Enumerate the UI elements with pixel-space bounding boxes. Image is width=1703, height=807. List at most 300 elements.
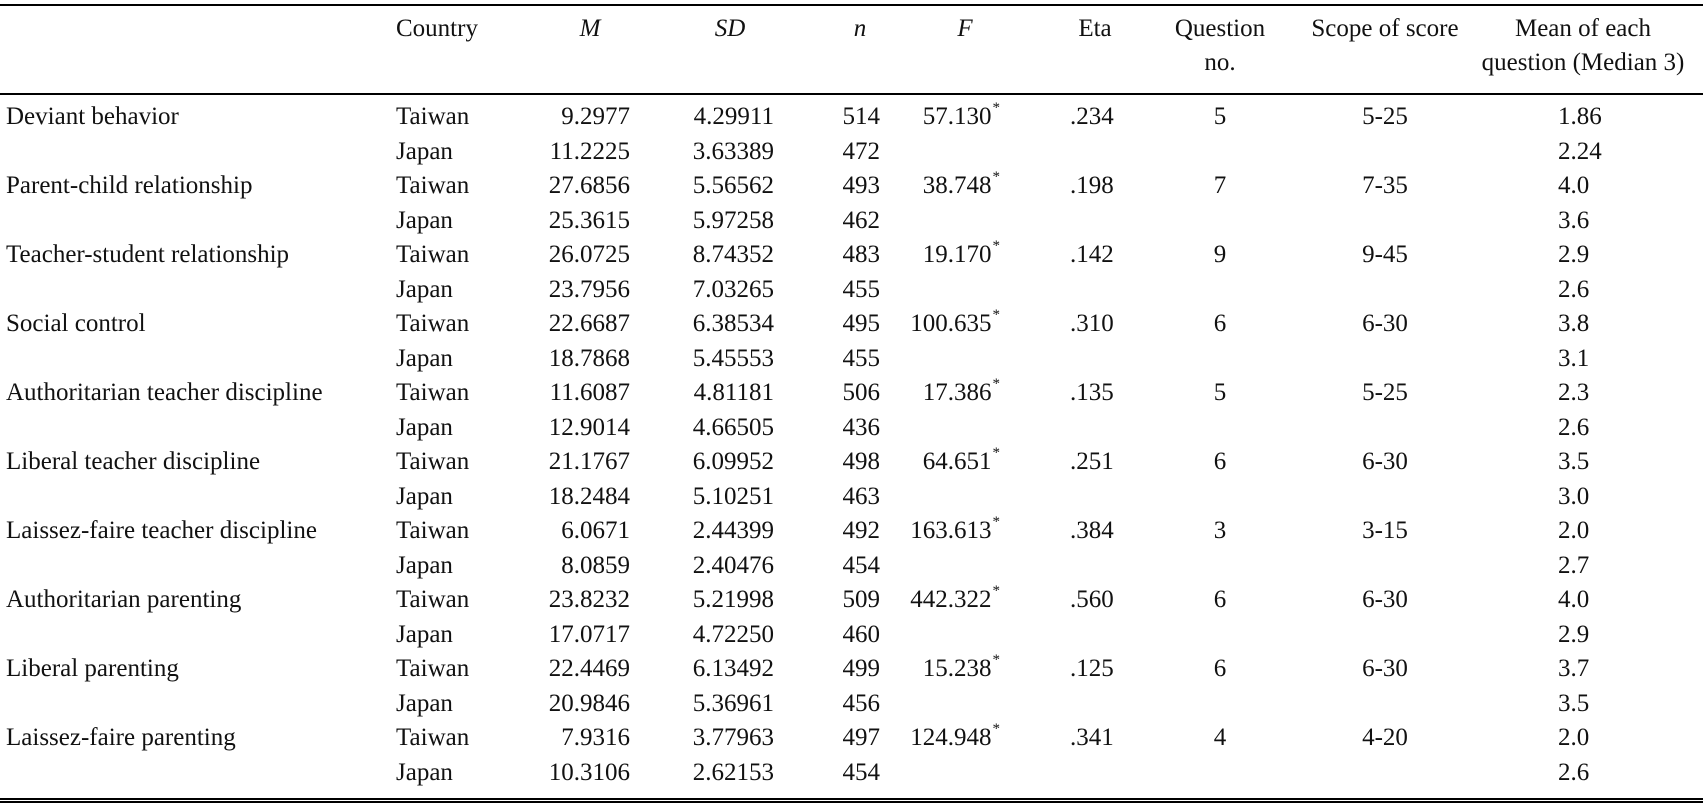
header-mean-each-line2: question (Median 3): [1481, 49, 1685, 76]
cell-country-text: Taiwan: [396, 724, 470, 751]
cell-country: [396, 169, 469, 203]
cell-country: [396, 583, 469, 617]
cell-f: [880, 652, 1000, 686]
table-row: [0, 100, 1703, 134]
table-row: [0, 342, 1703, 376]
table-row: [0, 135, 1703, 169]
cell-sd: [660, 445, 774, 479]
cell-mean-each-text: 2.9: [1558, 620, 1590, 648]
cell-variable-text: Authoritarian parenting: [6, 586, 242, 613]
cell-scope: [1335, 652, 1435, 686]
cell-question-no-text: 9: [1213, 241, 1227, 268]
cell-n: [820, 549, 880, 583]
cell-country-text: Japan: [396, 689, 453, 717]
cell-question-no-text: 6: [1213, 448, 1227, 475]
cell-n-text: 514: [842, 103, 880, 130]
cell-variable: [6, 721, 236, 755]
cell-country-text: Taiwan: [396, 655, 470, 682]
cell-mean-each: [1558, 411, 1589, 445]
significance-marker: *: [992, 376, 1000, 392]
cell-mean-each: [1558, 204, 1589, 238]
cell-n: [820, 756, 880, 790]
table-row: [0, 756, 1703, 790]
cell-f: [880, 169, 1000, 203]
table-row: [0, 687, 1703, 721]
cell-sd: [660, 480, 774, 514]
header-f: F: [957, 15, 973, 42]
cell-sd-text: 2.62153: [692, 758, 774, 786]
cell-sd: [660, 376, 774, 410]
header-eta: Eta: [1078, 15, 1112, 42]
cell-sd: [660, 238, 774, 272]
header-question-no: [1160, 12, 1280, 80]
cell-scope-text: 6-30: [1362, 586, 1408, 613]
cell-variable: [6, 445, 260, 479]
cell-mean-text: 7.9316: [561, 724, 630, 751]
cell-mean-text: 17.0717: [548, 620, 630, 648]
cell-n: [820, 238, 880, 272]
cell-f: [880, 514, 1000, 548]
cell-mean: [520, 342, 630, 376]
cell-mean: [520, 169, 630, 203]
cell-scope: [1335, 169, 1435, 203]
cell-mean: [520, 100, 630, 134]
cell-mean-text: 22.4469: [548, 655, 630, 682]
cell-sd-text: 5.45553: [692, 344, 774, 372]
bottom-rule-secondary: [0, 801, 1703, 803]
cell-mean-each: [1558, 135, 1602, 169]
cell-mean-each-text: 3.7: [1558, 655, 1590, 682]
cell-mean-text: 20.9846: [548, 689, 630, 717]
cell-scope-text: 5-25: [1362, 103, 1408, 130]
cell-question-no-text: 6: [1213, 655, 1227, 682]
cell-mean: [520, 307, 630, 341]
cell-scope: [1335, 583, 1435, 617]
cell-variable-text: Social control: [6, 310, 146, 337]
cell-country: [396, 411, 453, 445]
cell-n-text: 460: [842, 620, 880, 648]
cell-sd-text: 6.13492: [692, 655, 774, 682]
cell-mean-text: 23.7956: [548, 275, 630, 303]
cell-mean-each-text: 2.7: [1558, 551, 1590, 579]
cell-mean: [520, 273, 630, 307]
cell-mean-each: [1558, 273, 1589, 307]
table-row: [0, 376, 1703, 410]
cell-eta: [1070, 721, 1114, 755]
cell-n: [820, 342, 880, 376]
cell-eta: [1070, 652, 1114, 686]
cell-country: [396, 273, 453, 307]
cell-country: [396, 342, 453, 376]
cell-scope: [1335, 721, 1435, 755]
cell-sd: [660, 652, 774, 686]
cell-n: [820, 411, 880, 445]
table-row: [0, 514, 1703, 548]
cell-mean-each: [1558, 342, 1589, 376]
cell-n: [820, 583, 880, 617]
cell-sd: [660, 100, 774, 134]
top-rule: [0, 4, 1703, 6]
cell-sd-text: 5.56562: [692, 172, 774, 199]
cell-n-text: 498: [842, 448, 880, 475]
cell-scope: [1335, 376, 1435, 410]
cell-mean-each-text: 1.86: [1558, 103, 1602, 130]
cell-country-text: Japan: [396, 275, 453, 303]
cell-eta: [1070, 583, 1114, 617]
cell-scope-text: 7-35: [1362, 172, 1408, 199]
cell-sd: [660, 307, 774, 341]
cell-mean: [520, 618, 630, 652]
cell-n: [820, 721, 880, 755]
cell-mean-each: [1558, 376, 1589, 410]
cell-mean-each-text: 3.0: [1558, 482, 1590, 510]
cell-sd-text: 8.74352: [692, 241, 774, 268]
cell-question-no-text: 5: [1213, 379, 1227, 406]
cell-sd-text: 4.81181: [693, 379, 774, 406]
cell-country: [396, 514, 469, 548]
cell-n: [820, 135, 880, 169]
cell-mean-each-text: 2.0: [1558, 724, 1590, 751]
cell-question-no: [1190, 238, 1250, 272]
cell-mean-each-text: 3.5: [1558, 689, 1590, 717]
cell-scope-text: 4-20: [1362, 724, 1408, 751]
cell-eta-text: .341: [1070, 724, 1114, 751]
cell-mean-each: [1558, 307, 1589, 341]
cell-mean-text: 18.7868: [548, 344, 630, 372]
cell-f: [880, 238, 1000, 272]
cell-eta-text: .142: [1070, 241, 1114, 268]
cell-n-text: 436: [842, 413, 880, 441]
header-scope: Scope of score: [1311, 15, 1459, 42]
cell-scope-text: 3-15: [1362, 517, 1408, 544]
cell-sd: [660, 756, 774, 790]
header-question-no-line1: Question: [1174, 15, 1266, 42]
cell-variable-text: Teacher-student relationship: [6, 241, 290, 268]
significance-marker: *: [992, 169, 1000, 185]
cell-variable: [6, 169, 252, 203]
header-sd: SD: [714, 15, 746, 42]
cell-sd-text: 4.72250: [692, 620, 774, 648]
cell-mean: [520, 687, 630, 721]
cell-mean-text: 26.0725: [548, 241, 630, 268]
cell-country: [396, 100, 469, 134]
cell-mean: [520, 445, 630, 479]
cell-country: [396, 135, 453, 169]
cell-sd-text: 7.03265: [692, 275, 774, 303]
cell-sd-text: 5.36961: [692, 689, 774, 717]
cell-f-text: 442.322: [910, 586, 992, 613]
significance-marker: *: [992, 445, 1000, 461]
cell-mean-each: [1558, 480, 1589, 514]
cell-mean-each: [1558, 721, 1589, 755]
header-rule: [0, 93, 1703, 95]
cell-mean-text: 11.2225: [549, 137, 630, 165]
cell-variable: [6, 238, 289, 272]
cell-eta: [1070, 100, 1114, 134]
cell-sd: [660, 721, 774, 755]
cell-mean-each: [1558, 583, 1589, 617]
cell-question-no: [1190, 169, 1250, 203]
significance-marker: *: [992, 100, 1000, 116]
cell-f-text: 57.130: [922, 103, 992, 130]
cell-eta: [1070, 169, 1114, 203]
header-mean-each: [1470, 12, 1696, 80]
cell-f-text: 124.948: [910, 724, 992, 751]
cell-mean-each-text: 2.24: [1558, 137, 1602, 165]
header-mean: M: [579, 15, 601, 42]
cell-scope-text: 9-45: [1362, 241, 1408, 268]
cell-question-no: [1190, 721, 1250, 755]
cell-scope: [1335, 238, 1435, 272]
cell-n: [820, 204, 880, 238]
cell-sd: [660, 204, 774, 238]
cell-country: [396, 204, 453, 238]
cell-n-text: 506: [842, 379, 880, 406]
cell-sd-text: 4.66505: [692, 413, 774, 441]
cell-mean-text: 11.6087: [549, 379, 630, 406]
cell-variable: [6, 514, 317, 548]
significance-marker: *: [992, 238, 1000, 254]
cell-question-no: [1190, 514, 1250, 548]
significance-marker: *: [992, 721, 1000, 737]
cell-country: [396, 238, 469, 272]
cell-mean-text: 23.8232: [548, 586, 630, 613]
cell-country-text: Japan: [396, 551, 453, 579]
cell-n-text: 472: [842, 137, 880, 165]
cell-country: [396, 376, 469, 410]
cell-mean: [520, 480, 630, 514]
cell-question-no: [1190, 583, 1250, 617]
cell-n: [820, 169, 880, 203]
cell-mean-each-text: 4.0: [1558, 586, 1590, 613]
cell-scope-text: 6-30: [1362, 448, 1408, 475]
cell-question-no: [1190, 445, 1250, 479]
cell-sd: [660, 273, 774, 307]
cell-eta-text: .384: [1070, 517, 1114, 544]
cell-variable: [6, 100, 179, 134]
cell-sd-text: 6.09952: [692, 448, 774, 475]
cell-n-text: 455: [842, 275, 880, 303]
cell-sd-text: 3.77963: [692, 724, 774, 751]
cell-mean: [520, 652, 630, 686]
cell-sd-text: 5.21998: [692, 586, 774, 613]
cell-variable: [6, 583, 241, 617]
cell-eta: [1070, 307, 1114, 341]
cell-n-text: 454: [842, 551, 880, 579]
cell-scope-text: 6-30: [1362, 310, 1408, 337]
cell-sd: [660, 514, 774, 548]
cell-country: [396, 756, 453, 790]
cell-sd-text: 6.38534: [692, 310, 774, 337]
cell-country: [396, 618, 453, 652]
cell-mean: [520, 238, 630, 272]
cell-f: [880, 583, 1000, 617]
cell-n-text: 454: [842, 758, 880, 786]
cell-scope: [1335, 445, 1435, 479]
cell-scope: [1335, 514, 1435, 548]
cell-sd: [660, 618, 774, 652]
table-row: [0, 583, 1703, 617]
cell-eta: [1070, 514, 1114, 548]
cell-mean-text: 6.0671: [561, 517, 630, 544]
cell-question-no: [1190, 307, 1250, 341]
cell-country: [396, 549, 453, 583]
cell-mean-text: 27.6856: [548, 172, 630, 199]
cell-country-text: Taiwan: [396, 103, 470, 130]
cell-mean: [520, 411, 630, 445]
bottom-rule: [0, 798, 1703, 800]
cell-sd: [660, 687, 774, 721]
cell-mean-each: [1558, 687, 1589, 721]
header-country: Country: [396, 15, 478, 42]
cell-f: [880, 307, 1000, 341]
cell-mean-each-text: 2.6: [1558, 413, 1590, 441]
cell-f-text: 15.238: [922, 655, 992, 682]
significance-marker: *: [992, 514, 1000, 530]
cell-scope-text: 5-25: [1362, 379, 1408, 406]
cell-country-text: Japan: [396, 344, 453, 372]
cell-mean: [520, 376, 630, 410]
table-row: [0, 445, 1703, 479]
cell-variable: [6, 307, 146, 341]
cell-country: [396, 480, 453, 514]
cell-sd-text: 5.10251: [692, 482, 774, 510]
cell-question-no-text: 6: [1213, 310, 1227, 337]
cell-n-text: 455: [842, 344, 880, 372]
cell-n: [820, 652, 880, 686]
cell-n-text: 483: [842, 241, 880, 268]
cell-mean-each-text: 2.9: [1558, 241, 1590, 268]
cell-mean: [520, 514, 630, 548]
cell-country-text: Taiwan: [396, 310, 470, 337]
cell-scope: [1335, 307, 1435, 341]
cell-country: [396, 721, 469, 755]
cell-f: [880, 376, 1000, 410]
table-row: [0, 411, 1703, 445]
cell-eta-text: .135: [1070, 379, 1114, 406]
cell-country-text: Taiwan: [396, 448, 470, 475]
cell-mean-each: [1558, 549, 1589, 583]
significance-marker: *: [992, 583, 1000, 599]
cell-variable-text: Laissez-faire teacher discipline: [6, 517, 317, 544]
table-row: [0, 652, 1703, 686]
cell-mean: [520, 756, 630, 790]
cell-variable: [6, 652, 179, 686]
table-row: [0, 238, 1703, 272]
table-row: [0, 169, 1703, 203]
cell-mean: [520, 721, 630, 755]
cell-country-text: Taiwan: [396, 517, 470, 544]
cell-mean-each-text: 2.0: [1558, 517, 1590, 544]
cell-mean-each-text: 3.6: [1558, 206, 1590, 234]
cell-question-no: [1190, 100, 1250, 134]
cell-sd-text: 2.40476: [692, 551, 774, 579]
cell-n: [820, 100, 880, 134]
table-row: [0, 618, 1703, 652]
cell-f-text: 19.170: [922, 241, 992, 268]
cell-n: [820, 480, 880, 514]
cell-country: [396, 687, 453, 721]
cell-n: [820, 514, 880, 548]
cell-n: [820, 273, 880, 307]
cell-question-no: [1190, 652, 1250, 686]
cell-mean: [520, 549, 630, 583]
cell-variable-text: Deviant behavior: [6, 103, 179, 130]
cell-sd: [660, 169, 774, 203]
cell-variable-text: Authoritarian teacher discipline: [6, 379, 323, 406]
cell-eta-text: .560: [1070, 586, 1114, 613]
cell-variable: [6, 376, 323, 410]
cell-eta: [1070, 445, 1114, 479]
header-question-no-line2: no.: [1204, 49, 1236, 76]
cell-country-text: Japan: [396, 206, 453, 234]
cell-mean-each: [1558, 756, 1589, 790]
cell-sd: [660, 549, 774, 583]
cell-sd: [660, 411, 774, 445]
cell-mean: [520, 204, 630, 238]
table-row: [0, 273, 1703, 307]
cell-eta-text: .310: [1070, 310, 1114, 337]
cell-n: [820, 445, 880, 479]
cell-mean-each: [1558, 169, 1589, 203]
cell-mean-each-text: 4.0: [1558, 172, 1590, 199]
cell-country-text: Taiwan: [396, 586, 470, 613]
cell-f-text: 38.748: [922, 172, 992, 199]
cell-country-text: Taiwan: [396, 172, 470, 199]
cell-f-text: 64.651: [922, 448, 992, 475]
cell-n-text: 499: [842, 655, 880, 682]
cell-mean-each-text: 3.1: [1558, 344, 1590, 372]
cell-variable-text: Liberal teacher discipline: [6, 448, 261, 475]
table-row: [0, 480, 1703, 514]
table-row: [0, 204, 1703, 238]
cell-f-text: 17.386: [922, 379, 992, 406]
cell-mean: [520, 583, 630, 617]
table-row: [0, 307, 1703, 341]
table-row: [0, 721, 1703, 755]
cell-n: [820, 687, 880, 721]
cell-mean-text: 9.2977: [561, 103, 630, 130]
cell-n-text: 497: [842, 724, 880, 751]
cell-question-no-text: 4: [1213, 724, 1227, 751]
cell-sd-text: 5.97258: [692, 206, 774, 234]
cell-f: [880, 100, 1000, 134]
cell-mean-text: 22.6687: [548, 310, 630, 337]
cell-eta: [1070, 238, 1114, 272]
cell-mean-text: 10.3106: [548, 758, 630, 786]
cell-country-text: Taiwan: [396, 379, 470, 406]
cell-sd: [660, 583, 774, 617]
cell-n-text: 509: [842, 586, 880, 613]
cell-mean-text: 12.9014: [548, 413, 630, 441]
cell-country: [396, 652, 469, 686]
cell-mean-text: 21.1767: [548, 448, 630, 475]
table-row: [0, 549, 1703, 583]
cell-n-text: 493: [842, 172, 880, 199]
cell-scope-text: 6-30: [1362, 655, 1408, 682]
cell-eta-text: .234: [1070, 103, 1114, 130]
cell-scope: [1335, 100, 1435, 134]
cell-sd: [660, 342, 774, 376]
cell-sd-text: 2.44399: [692, 517, 774, 544]
cell-n-text: 462: [842, 206, 880, 234]
header-mean-each-line1: Mean of each: [1514, 15, 1652, 42]
cell-f-text: 100.635: [910, 310, 992, 337]
cell-mean-each-text: 2.6: [1558, 758, 1590, 786]
cell-eta-text: .251: [1070, 448, 1114, 475]
significance-marker: *: [992, 652, 1000, 668]
cell-eta-text: .125: [1070, 655, 1114, 682]
